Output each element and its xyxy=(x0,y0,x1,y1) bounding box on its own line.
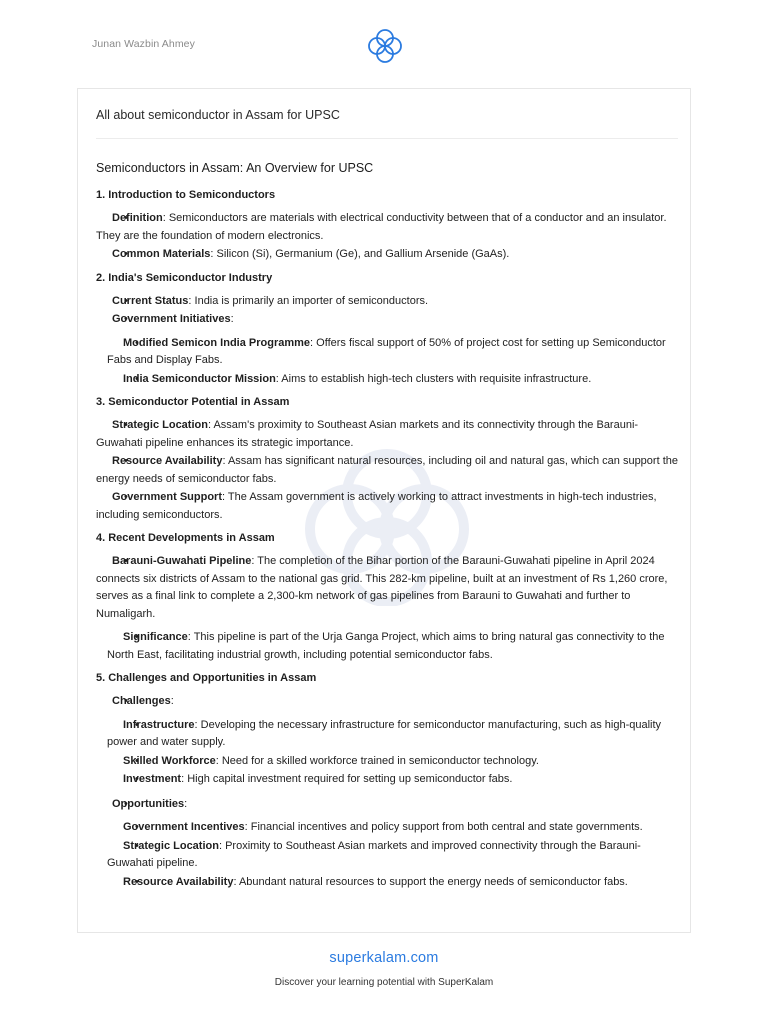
sub-item-term: Government Incentives xyxy=(123,821,245,833)
sub-item-text: : Offers fiscal support of 50% of project cost for setting up Semiconductor Fabs and Display Fabs. xyxy=(107,336,666,366)
item-text: : xyxy=(230,313,234,325)
sub-item-text: : Developing the necessary infrastructure for semiconductor manufacturing, such as high-quality power and water supply. xyxy=(107,718,662,748)
document-title: All about semiconductor in Assam for UPSC xyxy=(96,107,678,139)
sub-list-item xyxy=(107,629,678,664)
sub-item-text: : Abundant natural resources to support the energy needs of semiconductor fabs. xyxy=(233,875,628,888)
section-list xyxy=(96,210,678,264)
sub-item-text: : Financial incentives and policy support from both central and state governments. xyxy=(244,821,643,833)
item-term: Government Support xyxy=(112,491,223,503)
item-term: Barauni-Guwahati Pipeline xyxy=(112,555,252,567)
document-content xyxy=(96,107,678,898)
list-item xyxy=(96,553,678,623)
sub-item-term: Modified Semicon India Programme xyxy=(123,336,311,349)
sub-item-term: Resource Availability xyxy=(123,875,234,888)
item-term: Opportunities xyxy=(112,797,185,810)
sub-item-text: : Aims to establish high-tech clusters with requisite infrastructure. xyxy=(275,372,592,385)
list-item xyxy=(96,246,678,264)
section-list xyxy=(96,417,678,524)
item-term: Challenges xyxy=(112,695,171,707)
list-item xyxy=(96,453,678,488)
sub-item-term: Infrastructure xyxy=(123,718,195,731)
list-item xyxy=(96,311,678,329)
sub-list-item xyxy=(107,838,678,873)
item-text: : The completion of the Bihar portion of the Barauni-Guwahati pipeline in April 2024 connects six districts of Assam to the national gas grid. This 282-km pipeline, built at an investment of Rs 1,260 crore, serves as a final link to complete a 2,300-km network of gas pipelines from Barauni to Guwahati and further to Numaligarh. xyxy=(96,555,668,620)
sub-item-term: Investment xyxy=(123,773,182,785)
item-term: Strategic Location xyxy=(112,419,208,431)
item-text: : The Assam government is actively working to attract investments in high-tech industries, including semiconductors. xyxy=(96,491,657,521)
list-item xyxy=(96,417,678,452)
sub-list-item xyxy=(107,874,678,892)
item-term: Government Initiatives xyxy=(112,313,231,325)
item-text: : Semiconductors are materials with electrical conductivity between that of a conductor and an insulator. They are the foundation of modern electronics. xyxy=(96,212,667,242)
sub-item-text: : Proximity to Southeast Asian markets and improved connectivity through the Barauni-Guwahati pipeline. xyxy=(107,839,641,869)
sub-list-item xyxy=(107,717,678,752)
footer-link[interactable]: superkalam.com xyxy=(329,950,439,966)
section-list xyxy=(96,553,678,664)
sub-list-item xyxy=(107,819,678,837)
item-text: : xyxy=(170,695,174,707)
section-title: 4. Recent Developments in Assam xyxy=(96,532,275,544)
sub-item-term: Skilled Workforce xyxy=(123,754,216,767)
section-title: 5. Challenges and Opportunities in Assam xyxy=(96,672,317,684)
list-item xyxy=(96,489,678,524)
sub-list xyxy=(107,717,678,789)
sub-list-item xyxy=(107,335,678,370)
item-text: : xyxy=(184,797,188,810)
sub-list xyxy=(107,335,678,389)
sub-item-text: : Need for a skilled workforce trained in semiconductor technology. xyxy=(215,754,539,767)
item-text: : India is primarily an importer of semiconductors. xyxy=(188,294,429,307)
flower-of-life-logo-icon xyxy=(363,26,407,66)
sub-item-text: : High capital investment required for setting up semiconductor fabs. xyxy=(181,773,513,785)
document-heading: Semiconductors in Assam: An Overview for UPSC xyxy=(96,161,374,175)
section-title: 2. India's Semiconductor Industry xyxy=(96,271,273,284)
section-list xyxy=(96,293,678,389)
item-text: : Assam's proximity to Southeast Asian markets and its connectivity through the Barauni-Guwahati pipeline enhances its strategic importance. xyxy=(96,419,639,449)
footer-tagline: Discover your learning potential with SuperKalam xyxy=(274,977,494,988)
sub-item-term: India Semiconductor Mission xyxy=(123,372,276,385)
list-item xyxy=(96,293,678,311)
sections-container xyxy=(96,188,678,891)
item-term: Common Materials xyxy=(112,248,211,260)
section-title: 3. Semiconductor Potential in Assam xyxy=(96,396,290,408)
list-item xyxy=(96,693,678,711)
sub-item-text: : This pipeline is part of the Urja Ganga Project, which aims to bring natural gas connectivity to the North East, facilitating industrial growth, including potential semiconductor fabs. xyxy=(107,631,665,661)
section-list xyxy=(96,693,678,891)
item-term: Resource Availability xyxy=(112,455,223,467)
sub-item-term: Strategic Location xyxy=(123,839,219,852)
section-title: 1. Introduction to Semiconductors xyxy=(96,189,276,201)
list-item xyxy=(96,210,678,245)
sub-item-term: Significance xyxy=(123,631,188,643)
sub-list-item xyxy=(107,753,678,771)
sub-list xyxy=(107,819,678,891)
item-term: Definition xyxy=(112,212,163,224)
item-term: Current Status xyxy=(112,294,189,307)
sub-list-item xyxy=(107,771,678,789)
sub-list xyxy=(107,629,678,664)
author-name: Junan Wazbin Ahmey xyxy=(92,38,195,50)
item-text: : Silicon (Si), Germanium (Ge), and Gallium Arsenide (GaAs). xyxy=(210,248,510,260)
list-item xyxy=(96,796,678,814)
document-card xyxy=(77,88,691,933)
item-text: : Assam has significant natural resources, including oil and natural gas, which can support the energy needs of semiconductor fabs. xyxy=(96,455,678,485)
sub-list-item xyxy=(107,371,678,389)
